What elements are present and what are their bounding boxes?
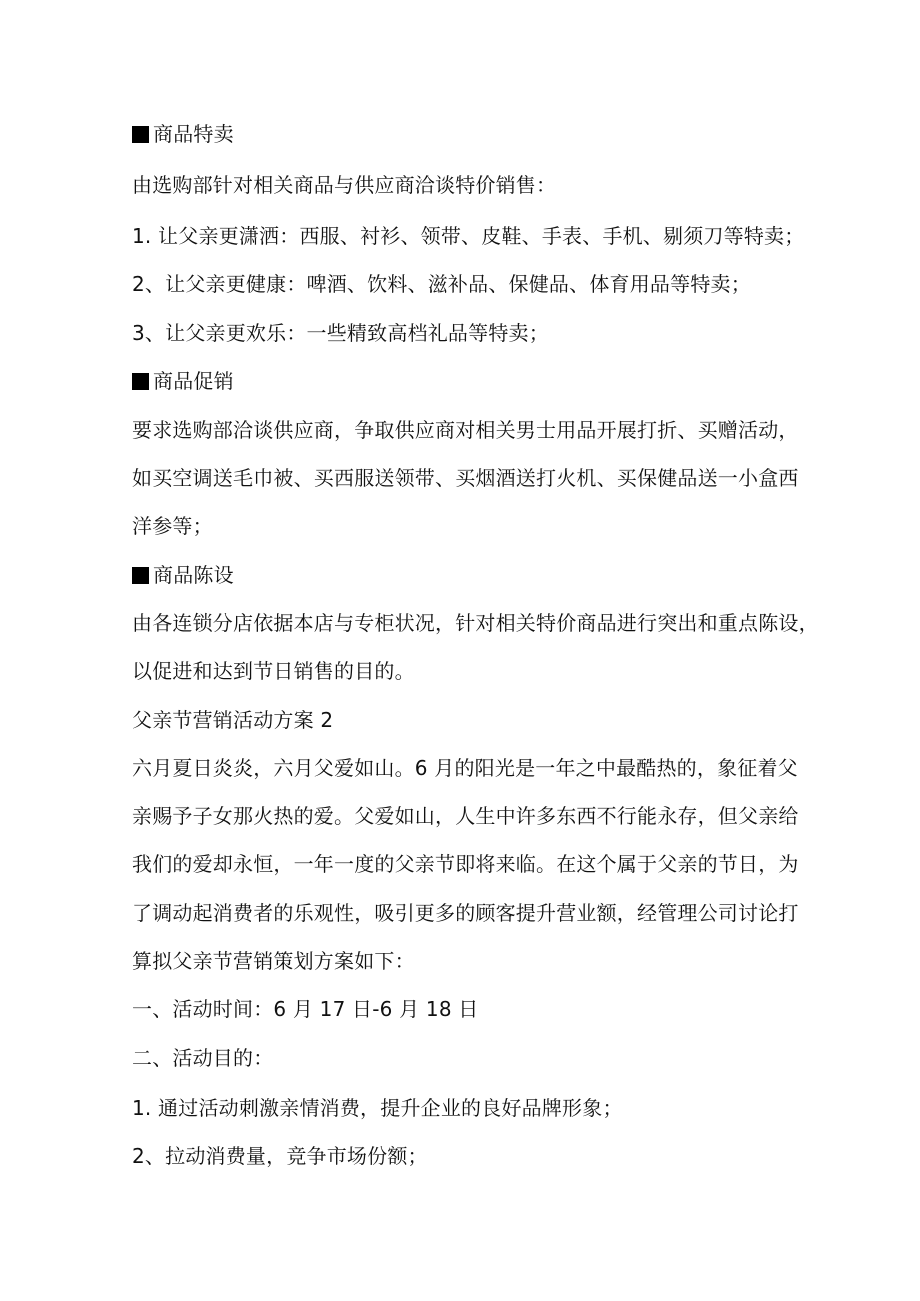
heading-text: 商品陈设 — [153, 563, 234, 587]
activity-time: 一、活动时间：6 月 17 日-6 月 18 日 — [132, 997, 479, 1021]
activity-purpose-heading: 二、活动目的： — [132, 1046, 274, 1070]
paragraph-line: 亲赐予子女那火热的爱。父爱如山，人生中许多东西不行能永存，但父亲给 — [132, 804, 799, 828]
black-square-icon — [132, 567, 149, 584]
paragraph-line: 1. 让父亲更潇洒：西服、衬衫、领带、皮鞋、手表、手机、剔须刀等特卖； — [132, 224, 805, 248]
paragraph-line: 以促进和达到节日销售的目的。 — [132, 659, 415, 683]
purpose-item: 2、拉动消费量，竞争市场份额； — [132, 1144, 428, 1168]
purpose-item: 1. 通过活动刺激亲情消费，提升企业的良好品牌形象； — [132, 1096, 623, 1120]
paragraph-line: 如买空调送毛巾被、买西服送领带、买烟酒送打火机、买保健品送一小盒西 — [132, 466, 799, 490]
section-heading-display — [132, 562, 812, 588]
paragraph-line: 六月夏日炎炎，六月父爱如山。6 月的阳光是一年之中最酷热的，象征着父 — [132, 756, 798, 780]
plan-title: 父亲节营销活动方案 2 — [132, 708, 334, 732]
paragraph-line: 我们的爱却永恒，一年一度的父亲节即将来临。在这个属于父亲的节日，为 — [132, 852, 799, 876]
paragraph-line: 算拟父亲节营销策划方案如下： — [132, 949, 415, 973]
heading-text: 商品特卖 — [153, 122, 234, 146]
black-square-icon — [132, 126, 149, 143]
paragraph-line: 由各连锁分店依据本店与专柜状况，针对相关特价商品进行突出和重点陈设， — [132, 611, 819, 635]
section-heading-special-sale — [132, 121, 812, 147]
section-heading-promotion — [132, 368, 812, 394]
paragraph-line: 要求选购部洽谈供应商，争取供应商对相关男士用品开展打折、买赠活动， — [132, 418, 799, 442]
paragraph-line: 由选购部针对相关商品与供应商洽谈特价销售： — [132, 173, 557, 197]
paragraph-line: 洋参等； — [132, 514, 213, 538]
heading-text: 商品促销 — [153, 369, 234, 393]
paragraph-line: 了调动起消费者的乐观性，吸引更多的顾客提升营业额，经管理公司讨论打 — [132, 901, 799, 925]
paragraph-line: 3、让父亲更欢乐：一些精致高档礼品等特卖； — [132, 321, 549, 345]
paragraph-line: 2、让父亲更健康：啤酒、饮料、滋补品、保健品、体育用品等特卖； — [132, 272, 751, 296]
black-square-icon — [132, 373, 149, 390]
